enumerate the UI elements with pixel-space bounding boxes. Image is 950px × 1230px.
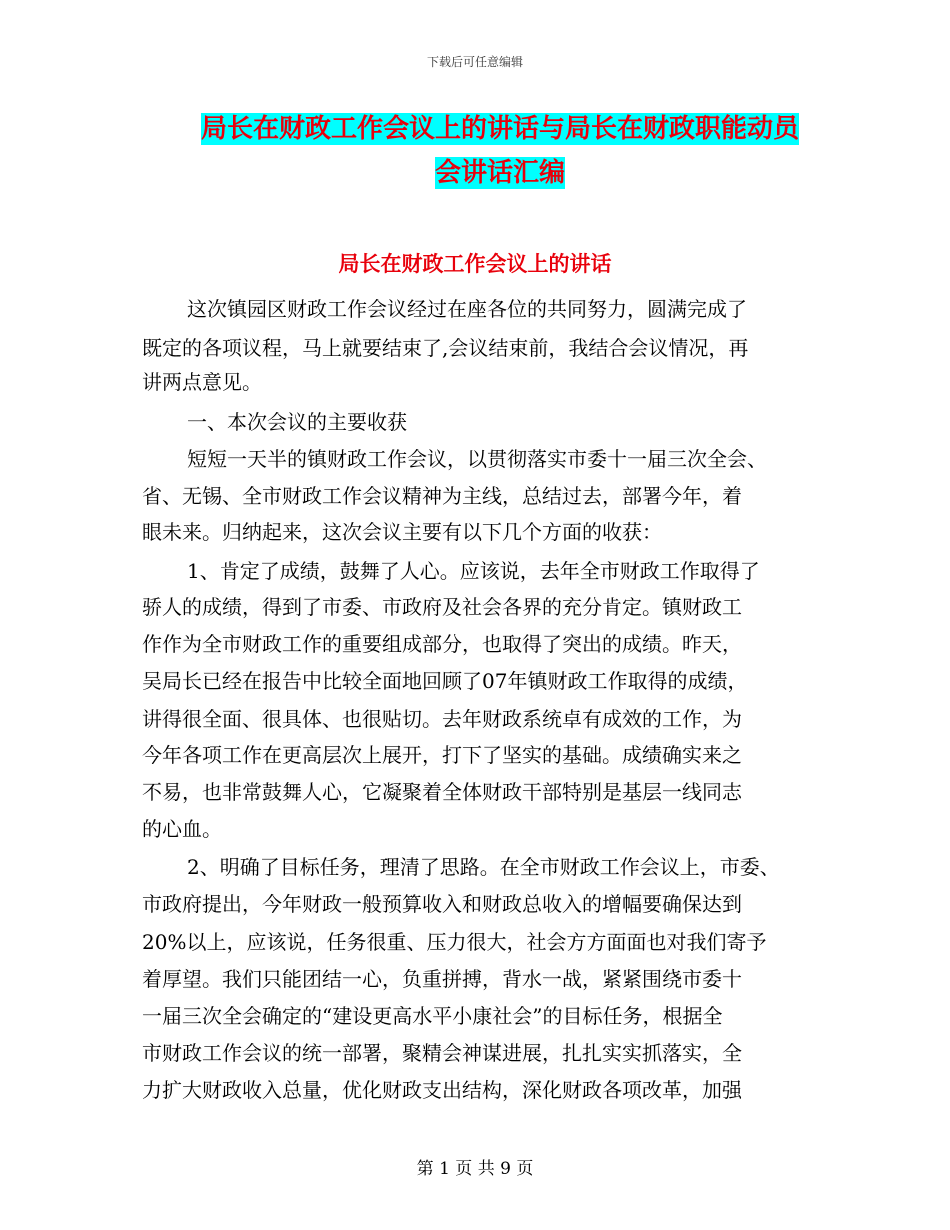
body-line: 一、本次会议的主要收获 xyxy=(187,410,407,434)
main-title-line-2-text: 会讲话汇编 xyxy=(434,158,565,188)
body-line: 1、肯定了成绩，鼓舞了人心。应该说，去年全市财政工作取得了 xyxy=(187,559,760,583)
body-line: 省、无锡、全市财政工作会议精神为主线，总结过去，部署今年，着 xyxy=(142,484,742,508)
body-line: 2、明确了目标任务，理清了思路。在全市财政工作会议上，市委、 xyxy=(187,855,780,879)
main-title-line-1 xyxy=(0,112,950,146)
body-line: 着厚望。我们只能团结一心，负重拼搏，背水一战，紧紧围绕市委十 xyxy=(142,967,742,991)
main-title-line-2 xyxy=(0,156,950,190)
body-line: 骄人的成绩，得到了市委、市政府及社会各界的充分肯定。镇财政工 xyxy=(142,595,742,619)
body-line: 市财政工作会议的统一部署，聚精会神谋进展，扎扎实实抓落实，全 xyxy=(142,1041,742,1065)
body-line: 这次镇园区财政工作会议经过在座各位的共同努力，圆满完成了 xyxy=(187,297,747,321)
page-number: 第 1 页 共 9 页 xyxy=(416,1159,534,1179)
body-line: 力扩大财政收入总量，优化财政支出结构，深化财政各项改革，加强 xyxy=(142,1078,742,1102)
body-line: 吴局长已经在报告中比较全面地回顾了07年镇财政工作取得的成绩， xyxy=(142,669,748,693)
body-line: 市政府提出，今年财政一般预算收入和财政总收入的增幅要确保达到 xyxy=(142,892,742,916)
main-title-line-1-text: 局长在财政工作会议上的讲话与局长在财政职能动员 xyxy=(200,114,799,144)
section-title: 局长在财政工作会议上的讲话 xyxy=(338,251,612,276)
body-line: 讲两点意见。 xyxy=(142,370,262,394)
body-line: 一届三次全会确定的“建设更高水平小康社会”的目标任务，根据全 xyxy=(142,1004,723,1028)
body-line: 眼未来。归纳起来，这次会议主要有以下几个方面的收获： xyxy=(142,520,662,544)
body-line: 短短一天半的镇财政工作会议，以贯彻落实市委十一届三次全会、 xyxy=(187,447,767,471)
body-line: 20%以上，应该说，任务很重、压力很大，社会方方面面也对我们寄予 xyxy=(142,930,767,954)
body-line: 既定的各项议程，马上就要结束了,会议结束前，我结合会议情况，再 xyxy=(142,336,749,360)
body-line: 讲得很全面、很具体、也很贴切。去年财政系统卓有成效的工作，为 xyxy=(142,707,742,731)
body-line: 不易，也非常鼓舞人心，它凝聚着全体财政干部特别是基层一线同志 xyxy=(142,780,742,804)
body-line: 作作为全市财政工作的重要组成部分，也取得了突出的成绩。昨天， xyxy=(142,632,742,656)
body-line: 的心血。 xyxy=(142,817,222,841)
body-line: 今年各项工作在更高层次上展开，打下了坚实的基础。成绩确实来之 xyxy=(142,743,742,767)
header-note: 下载后可任意编辑 xyxy=(426,55,523,69)
